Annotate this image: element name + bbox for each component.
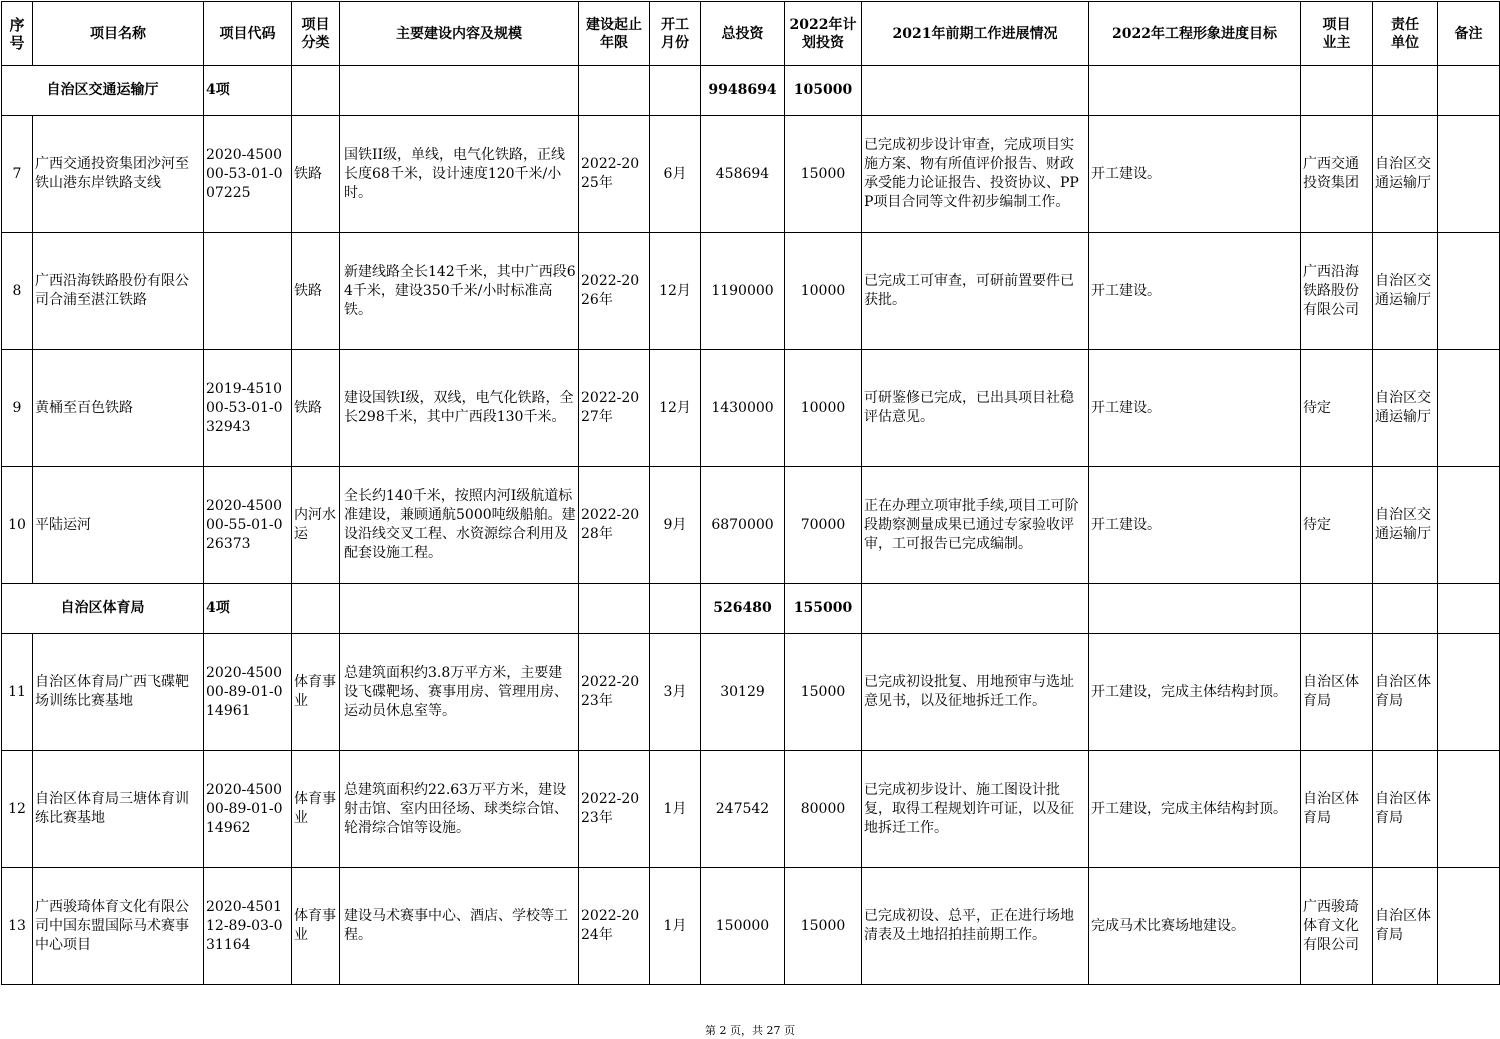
table-row <box>2 868 1500 985</box>
empty-cell <box>1373 66 1438 116</box>
column-header: 开工 月份 <box>650 2 701 66</box>
project-category: 内河水运 <box>292 467 340 584</box>
column-header: 2022年计 划投资 <box>785 2 862 66</box>
responsible-unit: 自治区体育局 <box>1373 751 1438 868</box>
empty-cell <box>1089 584 1301 634</box>
column-header: 项目名称 <box>33 2 204 66</box>
construction-content: 总建筑面积约3.8万平方米，主要建设飞碟靶场、赛事用房、管理用房、运动员休息室等。 <box>340 634 579 751</box>
column-header: 总投资 <box>701 2 785 66</box>
progress-2021: 已完成初设、总平，正在进行场地清表及土地招拍挂前期工作。 <box>862 868 1089 985</box>
project-category: 铁路 <box>292 116 340 233</box>
remark <box>1438 868 1500 985</box>
progress-2021: 可研鉴修已完成，已出具项目社稳评估意见。 <box>862 350 1089 467</box>
target-2022: 开工建设。 <box>1089 233 1301 350</box>
construction-period: 2022-2023年 <box>579 634 650 751</box>
target-2022: 开工建设。 <box>1089 467 1301 584</box>
project-owner: 广西交通投资集团 <box>1301 116 1373 233</box>
planned-investment-2022: 15000 <box>785 868 862 985</box>
planned-investment-2022: 10000 <box>785 233 862 350</box>
project-table <box>1 1 1500 985</box>
remark <box>1438 116 1500 233</box>
group-planned-investment: 155000 <box>785 584 862 634</box>
group-name: 自治区交通运输厅 <box>2 66 204 116</box>
group-row <box>2 584 1500 634</box>
construction-period: 2022-2023年 <box>579 751 650 868</box>
start-month: 9月 <box>650 467 701 584</box>
column-header: 2022年工程形象进度目标 <box>1089 2 1301 66</box>
start-month: 12月 <box>650 350 701 467</box>
row-number: 10 <box>2 467 33 584</box>
group-total-investment: 526480 <box>701 584 785 634</box>
project-name: 广西沿海铁路股份有限公司合浦至湛江铁路 <box>33 233 204 350</box>
responsible-unit: 自治区交通运输厅 <box>1373 233 1438 350</box>
planned-investment-2022: 15000 <box>785 634 862 751</box>
empty-cell <box>1301 584 1373 634</box>
empty-cell <box>650 66 701 116</box>
total-investment: 1430000 <box>701 350 785 467</box>
project-name: 平陆运河 <box>33 467 204 584</box>
project-name: 自治区体育局三塘体育训练比赛基地 <box>33 751 204 868</box>
progress-2021: 已完成工可审查，可研前置要件已获批。 <box>862 233 1089 350</box>
group-count: 4项 <box>204 66 292 116</box>
empty-cell <box>579 66 650 116</box>
total-investment: 6870000 <box>701 467 785 584</box>
project-category: 体育事业 <box>292 868 340 985</box>
empty-cell <box>862 66 1089 116</box>
remark <box>1438 751 1500 868</box>
progress-2021: 已完成初设批复、用地预审与选址意见书，以及征地拆迁工作。 <box>862 634 1089 751</box>
total-investment: 150000 <box>701 868 785 985</box>
row-number: 7 <box>2 116 33 233</box>
planned-investment-2022: 10000 <box>785 350 862 467</box>
start-month: 1月 <box>650 868 701 985</box>
project-owner: 待定 <box>1301 350 1373 467</box>
construction-content: 国铁II级，单线，电气化铁路，正线长度68千米，设计速度120千米/小时。 <box>340 116 579 233</box>
empty-cell <box>292 584 340 634</box>
total-investment: 458694 <box>701 116 785 233</box>
row-number: 12 <box>2 751 33 868</box>
empty-cell <box>340 584 579 634</box>
construction-period: 2022-2026年 <box>579 233 650 350</box>
responsible-unit: 自治区交通运输厅 <box>1373 350 1438 467</box>
planned-investment-2022: 80000 <box>785 751 862 868</box>
group-name: 自治区体育局 <box>2 584 204 634</box>
progress-2021: 正在办理立项审批手续,项目工可阶段勘察测量成果已通过专家验收评审，工可报告已完成编制。 <box>862 467 1089 584</box>
column-header: 项目代码 <box>204 2 292 66</box>
project-name: 广西骏琦体育文化有限公司中国东盟国际马术赛事中心项目 <box>33 868 204 985</box>
column-header: 建设起止 年限 <box>579 2 650 66</box>
target-2022: 开工建设。 <box>1089 116 1301 233</box>
group-total-investment: 9948694 <box>701 66 785 116</box>
column-header: 序号 <box>2 2 33 66</box>
project-name: 黄桶至百色铁路 <box>33 350 204 467</box>
project-name: 自治区体育局广西飞碟靶场训练比赛基地 <box>33 634 204 751</box>
project-owner: 广西骏琦体育文化有限公司 <box>1301 868 1373 985</box>
column-header: 项目 业主 <box>1301 2 1373 66</box>
table-body <box>2 2 1500 985</box>
column-header: 2021年前期工作进展情况 <box>862 2 1089 66</box>
target-2022: 开工建设。 <box>1089 350 1301 467</box>
progress-2021: 已完成初步设计审查，完成项目实施方案、物有所值评价报告、财政承受能力论证报告、投资协议、PPP项目合同等文件初步编制工作。 <box>862 116 1089 233</box>
construction-period: 2022-2027年 <box>579 350 650 467</box>
target-2022: 开工建设，完成主体结构封顶。 <box>1089 751 1301 868</box>
remark <box>1438 350 1500 467</box>
construction-period: 2022-2024年 <box>579 868 650 985</box>
remark <box>1438 233 1500 350</box>
page-footer: 第 2 页，共 27 页 <box>705 1024 795 1037</box>
group-count: 4项 <box>204 584 292 634</box>
header-row <box>2 2 1500 66</box>
start-month: 6月 <box>650 116 701 233</box>
column-header: 主要建设内容及规模 <box>340 2 579 66</box>
remark <box>1438 467 1500 584</box>
target-2022: 开工建设，完成主体结构封顶。 <box>1089 634 1301 751</box>
project-code: 2020-450000-55-01-026373 <box>204 467 292 584</box>
construction-content: 建设马术赛事中心、酒店、学校等工程。 <box>340 868 579 985</box>
start-month: 3月 <box>650 634 701 751</box>
column-header: 责任 单位 <box>1373 2 1438 66</box>
planned-investment-2022: 15000 <box>785 116 862 233</box>
empty-cell <box>862 584 1089 634</box>
empty-cell <box>292 66 340 116</box>
table-row <box>2 634 1500 751</box>
project-owner: 自治区体育局 <box>1301 751 1373 868</box>
project-category: 铁路 <box>292 233 340 350</box>
start-month: 12月 <box>650 233 701 350</box>
empty-cell <box>1373 584 1438 634</box>
project-code: 2019-451000-53-01-032943 <box>204 350 292 467</box>
table-row <box>2 116 1500 233</box>
row-number: 8 <box>2 233 33 350</box>
project-code <box>204 233 292 350</box>
table-row <box>2 751 1500 868</box>
responsible-unit: 自治区交通运输厅 <box>1373 467 1438 584</box>
construction-content: 总建筑面积约22.63万平方米，建设射击馆、室内田径场、球类综合馆、轮滑综合馆等设施。 <box>340 751 579 868</box>
construction-content: 新建线路全长142千米，其中广西段64千米，建设350千米/小时标准高铁。 <box>340 233 579 350</box>
total-investment: 1190000 <box>701 233 785 350</box>
empty-cell <box>650 584 701 634</box>
empty-cell <box>579 584 650 634</box>
project-category: 铁路 <box>292 350 340 467</box>
construction-period: 2022-2028年 <box>579 467 650 584</box>
project-code: 2020-450000-53-01-007225 <box>204 116 292 233</box>
total-investment: 247542 <box>701 751 785 868</box>
total-investment: 30129 <box>701 634 785 751</box>
column-header: 备注 <box>1438 2 1500 66</box>
project-code: 2020-450112-89-03-031164 <box>204 868 292 985</box>
construction-content: 建设国铁Ⅰ级，双线，电气化铁路，全长298千米，其中广西段130千米。 <box>340 350 579 467</box>
empty-cell <box>1438 66 1500 116</box>
start-month: 1月 <box>650 751 701 868</box>
project-code: 2020-450000-89-01-014962 <box>204 751 292 868</box>
project-owner: 自治区体育局 <box>1301 634 1373 751</box>
project-name: 广西交通投资集团沙河至铁山港东岸铁路支线 <box>33 116 204 233</box>
target-2022: 完成马术比赛场地建设。 <box>1089 868 1301 985</box>
empty-cell <box>1438 584 1500 634</box>
responsible-unit: 自治区体育局 <box>1373 868 1438 985</box>
project-category: 体育事业 <box>292 634 340 751</box>
project-category: 体育事业 <box>292 751 340 868</box>
row-number: 13 <box>2 868 33 985</box>
table-row <box>2 350 1500 467</box>
responsible-unit: 自治区交通运输厅 <box>1373 116 1438 233</box>
row-number: 9 <box>2 350 33 467</box>
table-row <box>2 467 1500 584</box>
group-row <box>2 66 1500 116</box>
progress-2021: 已完成初步设计、施工图设计批复，取得工程规划许可证，以及征地拆迁工作。 <box>862 751 1089 868</box>
planned-investment-2022: 70000 <box>785 467 862 584</box>
empty-cell <box>1301 66 1373 116</box>
remark <box>1438 634 1500 751</box>
project-code: 2020-450000-89-01-014961 <box>204 634 292 751</box>
construction-content: 全长约140千米，按照内河Ⅰ级航道标准建设，兼顾通航5000吨级船舶。建设沿线交叉工程、水资源综合利用及配套设施工程。 <box>340 467 579 584</box>
row-number: 11 <box>2 634 33 751</box>
column-header: 项目 分类 <box>292 2 340 66</box>
construction-period: 2022-2025年 <box>579 116 650 233</box>
group-planned-investment: 105000 <box>785 66 862 116</box>
project-owner: 待定 <box>1301 467 1373 584</box>
empty-cell <box>1089 66 1301 116</box>
project-owner: 广西沿海铁路股份有限公司 <box>1301 233 1373 350</box>
empty-cell <box>340 66 579 116</box>
responsible-unit: 自治区体育局 <box>1373 634 1438 751</box>
table-row <box>2 233 1500 350</box>
